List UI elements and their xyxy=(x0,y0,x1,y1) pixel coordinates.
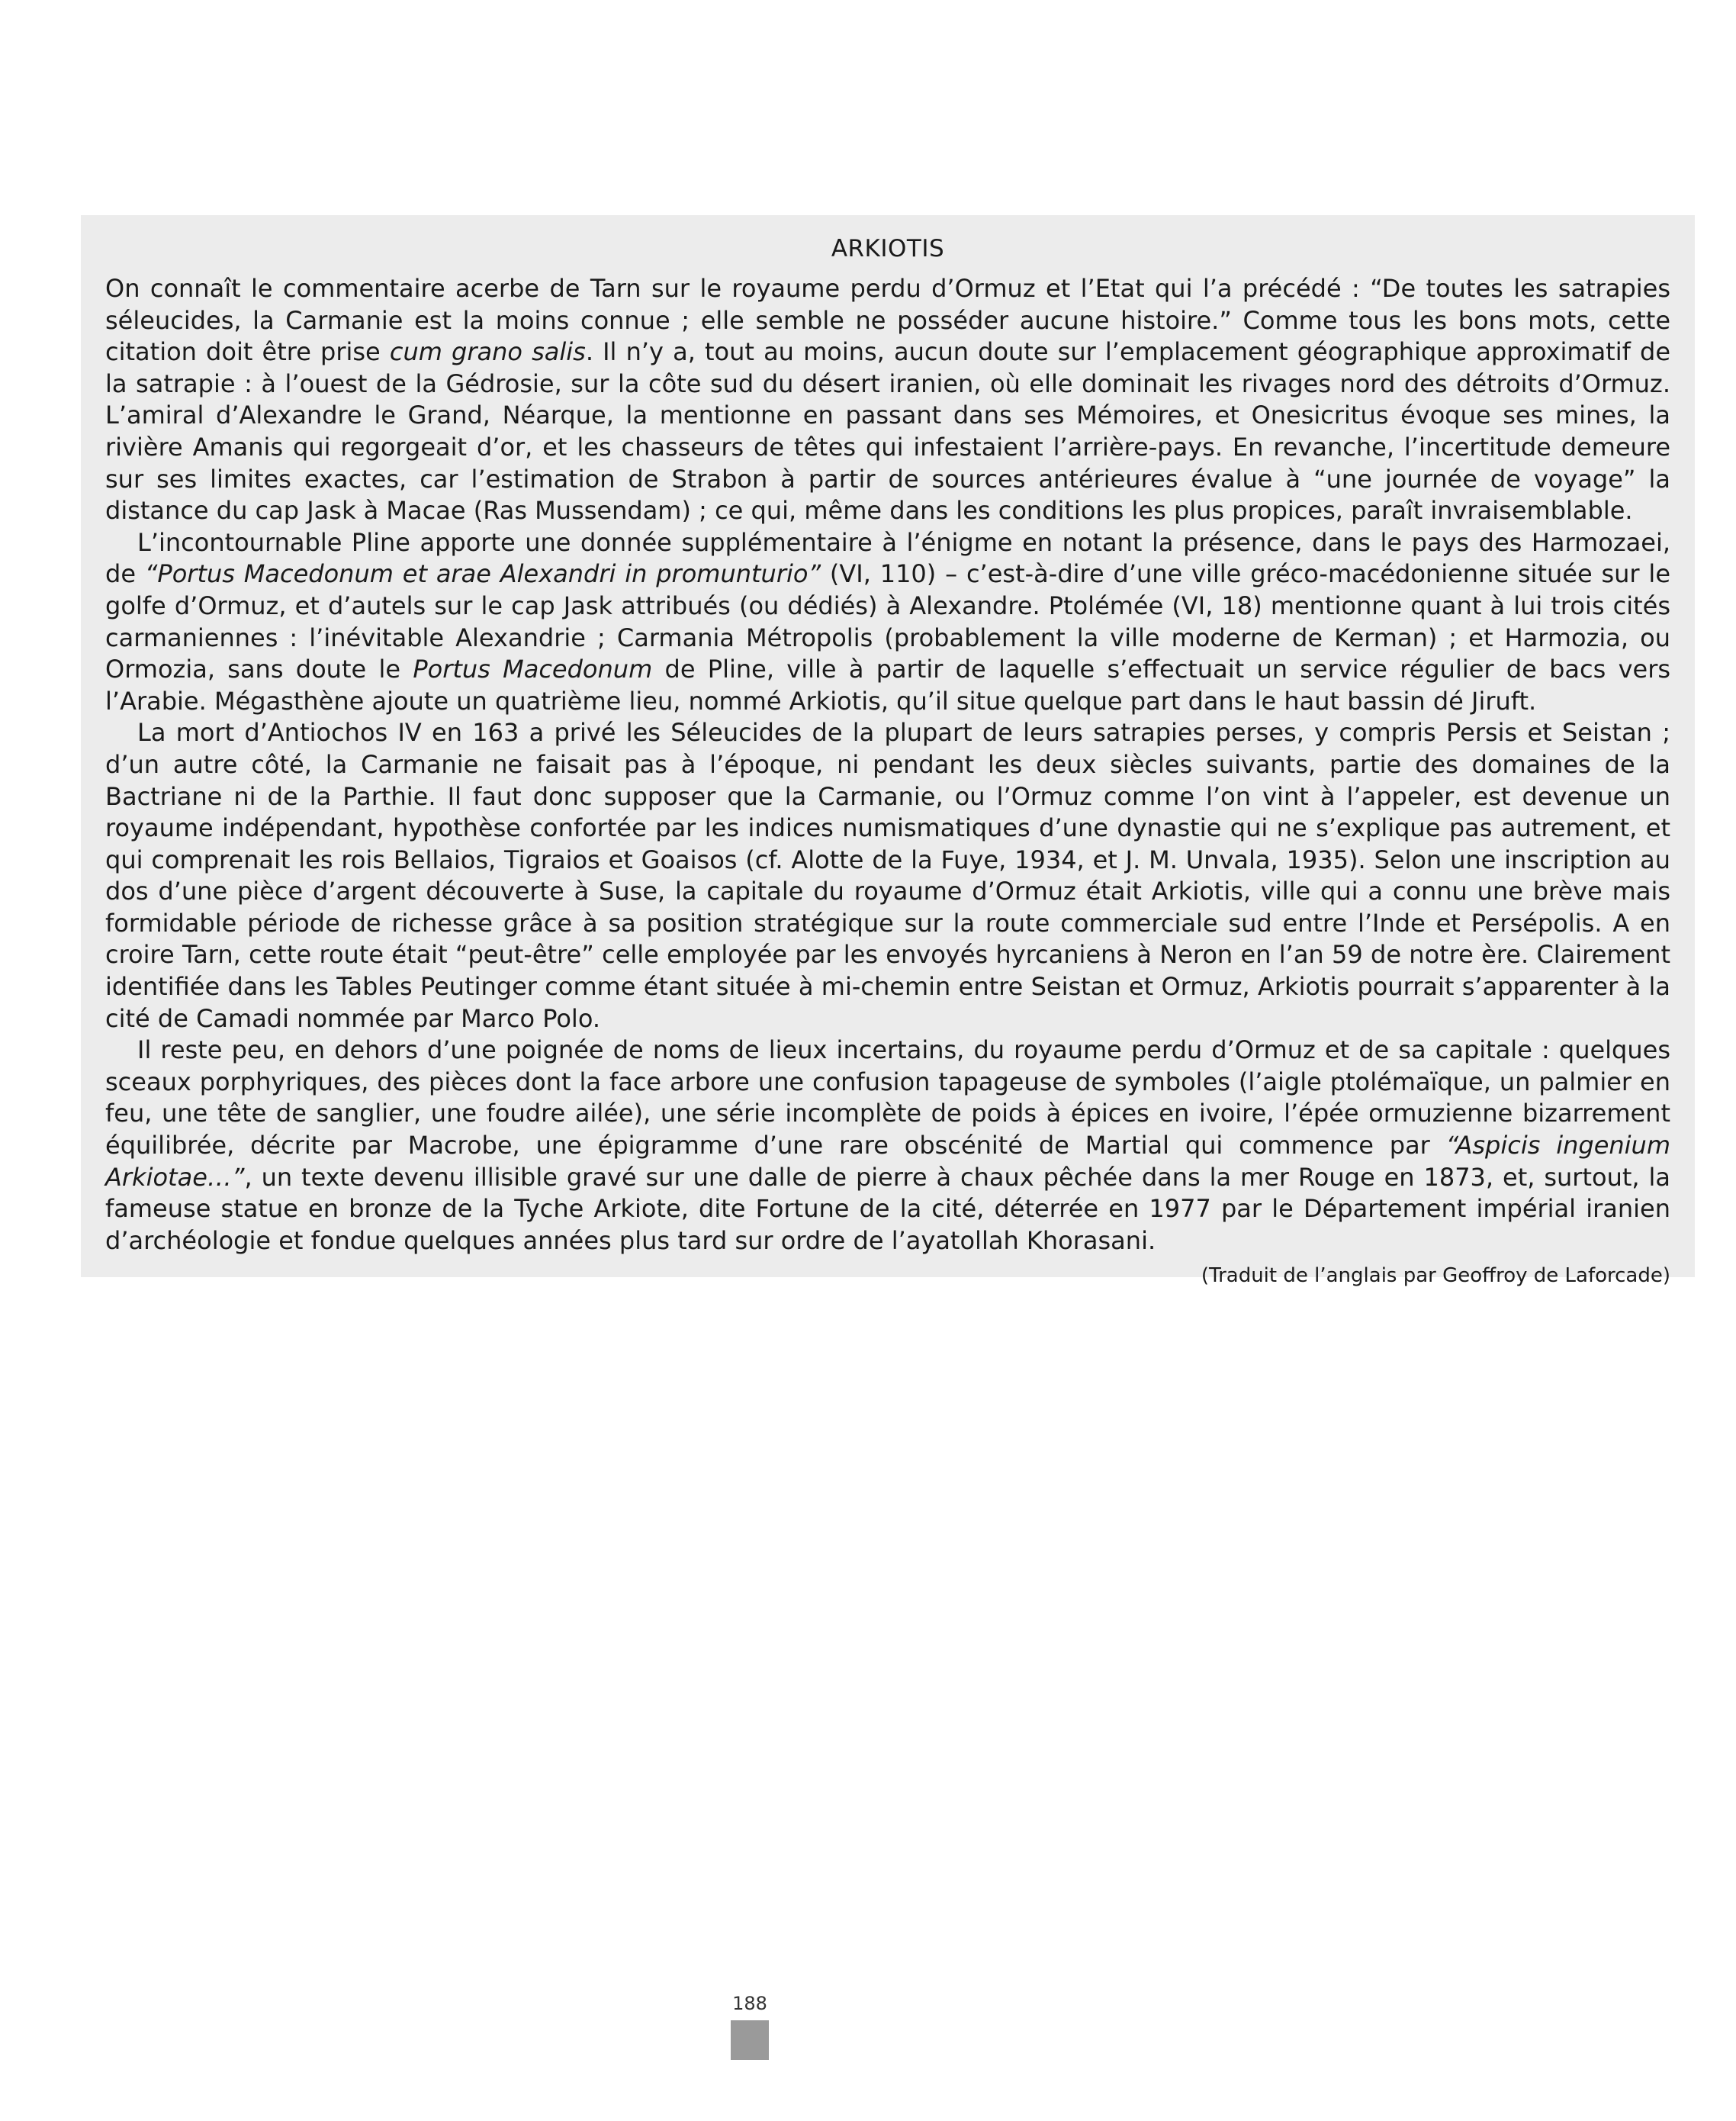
page-title: ARKIOTIS xyxy=(831,235,945,262)
paragraph-3 xyxy=(105,717,1670,1035)
paragraph-1 xyxy=(105,273,1670,527)
paragraph-1-text-1: On connaît le commentaire acerbe de Tarn sur le royaume perdu d’Ormuz et l’Etat qui l’a précédé : “De toutes les satrapies séleucides, la Carmanie est la moins connue ; elle semble ne posséder aucune histoire.” Comme tous les bons mots, cette citation doit être prise xyxy=(105,274,1670,367)
paragraph-4 xyxy=(105,1035,1670,1257)
paragraph-4-italic-1: “Aspicis ingenium Arkiotae…” xyxy=(105,1131,1671,1192)
paragraph-4-text-1: Il reste peu, en dehors d’une poignée de noms de lieux incertains, du royaume perdu d’Ormuz et de sa capitale : quelques sceaux porphyriques, des pièces dont la face arbore une confusion tapageuse de symboles (l’aigle ptolémaïque, un palmier en feu, une tête de sanglier, une foudre ailée), une série incomplète de poids à épices en ivoire, l’épée ormuzienne bizarrement équilibrée, décrite par Macrobe, une épigramme d’une rare obscénité de Martial qui commence par xyxy=(105,1035,1670,1160)
page-number-marker xyxy=(731,2020,769,2060)
paragraph-4-text-2: , un texte devenu illisible gravé sur une dalle de pierre à chaux pêchée dans la mer Rouge en 1873, et, surtout, la fameuse statue en bronze de la Tyche Arkiote, dite Fortune de la cité, déterrée en 1977 par le Département impérial iranien d’archéologie et fondue quelques années plus tard sur ordre de l’ayatollah Khorasani. xyxy=(105,1162,1670,1255)
paragraph-2 xyxy=(105,527,1670,718)
paragraph-2-text-3: de Pline, ville à partir de laquelle s’effectuait un service régulier de bacs vers l’Arabie. Mégasthène ajoute un quatrième lieu, nommé Arkiotis, qu’il situe quelque part dans le haut bassin dé Jiruft. xyxy=(105,655,1671,716)
paragraph-2-italic-1: “Portus Macedonum et arae Alexandri in promunturio” xyxy=(144,559,821,589)
translator-credit: (Traduit de l’anglais par Geoffroy de Laforcade) xyxy=(1201,1264,1670,1288)
paragraph-1-italic-1: cum grano salis xyxy=(389,337,586,367)
paragraph-3-text-1: La mort d’Antiochos IV en 163 a privé les Séleucides de la plupart de leurs satrapies perses, y compris Persis et Seistan ; d’un autre côté, la Carmanie ne faisait pas à l’époque, ni pendant les deux siècles suivants, partie des domaines de la Bactriane ni de la Parthie. Il faut donc supposer que la Carmanie, ou l’Ormuz comme l’on vint à l’appeler, est devenue un royaume indépendant, hypothèse confortée par les indices numismatiques d’une dynastie qui ne s’explique pas autrement, et qui comprenait les rois Bellaios, Tigraios et Goaisos (cf. Alotte de la Fuye, 1934, et J. M. Unvala, 1935). Selon une inscription au dos d’une pièce d’argent découverte à Suse, la capitale du royaume d’Ormuz était Arkiotis, ville qui a connu une brève mais formidable période de richesse grâce à sa position stratégique sur la route commerciale sud entre l’Inde et Persépolis. A en croire Tarn, cette route était “peut-être” celle employée par les envoyés hyrcaniens à Neron en l’an 59 de notre ère. Clairement identifiée dans les Tables Peutinger comme étant située à mi-chemin entre Seistan et Ormuz, Arkiotis pourrait s’apparenter à la cité de Camadi nommée par Marco Polo. xyxy=(105,718,1670,1033)
paragraph-1-text-2: . Il n’y a, tout au moins, aucun doute sur l’emplacement géographique approximatif de la satrapie : à l’ouest de la Gédrosie, sur la côte sud du désert iranien, où elle dominait les rivages nord des détroits d’Ormuz. L’amiral d’Alexandre le Grand, Néarque, la mentionne en passant dans ses Mémoires, et Onesicritus évoque ses mines, la rivière Amanis qui regorgeait d’or, et les chasseurs de têtes qui infestaient l’arrière-pays. En revanche, l’incertitude demeure sur ses limites exactes, car l’estimation de Strabon à partir de sources antérieures évalue à “une journée de voyage” la distance du cap Jask à Macae (Ras Mussendam) ; ce qui, même dans les conditions les plus propices, paraît invraisemblable. xyxy=(105,337,1671,526)
article-panel xyxy=(81,215,1695,1288)
page-number: 188 xyxy=(732,1993,767,2014)
paragraph-2-italic-2: Portus Macedonum xyxy=(413,655,653,684)
paragraph-2-text-1: L’incontournable Pline apporte une donnée supplémentaire à l’énigme en notant la présence, dans le pays des Harmozaei, de xyxy=(105,527,1670,589)
paragraph-2-text-2: (VI, 110) – c’est-à-dire d’une ville gréco-macédonienne située sur le golfe d’Ormuz, et d’autels sur le cap Jask attribués (ou dédiés) à Alexandre. Ptolémée (VI, 18) mentionne quant à lui trois cités carmaniennes : l’inévitable Alexandrie ; Carmania Métropolis (probablement la ville moderne de Kerman) ; et Harmozia, ou Ormozia, sans doute le xyxy=(105,559,1671,684)
